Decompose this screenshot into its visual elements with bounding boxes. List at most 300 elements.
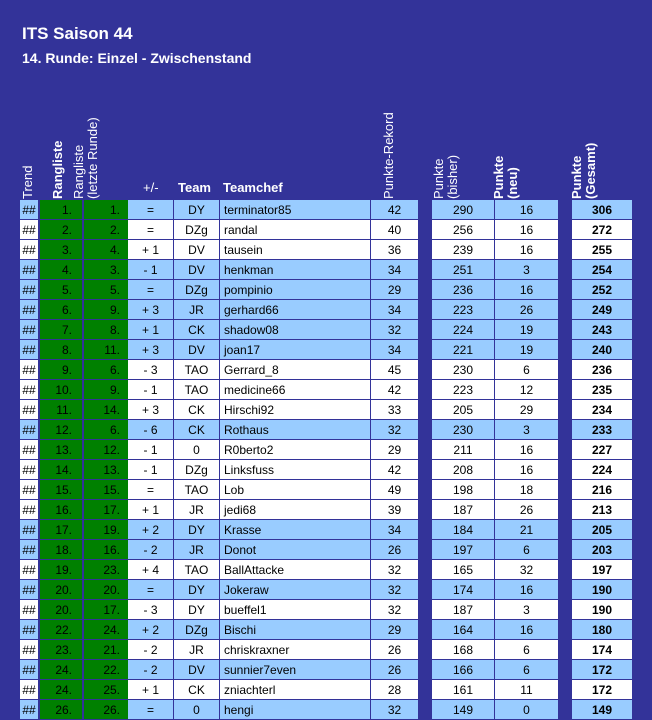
points-before-cell: 239 (432, 240, 494, 260)
change-cell: + 1 (128, 320, 173, 340)
header-teamchef: Teamchef (223, 180, 283, 195)
points-before-cell: 187 (432, 600, 494, 620)
header-bisher (432, 155, 460, 199)
teamchef-cell: henkman (219, 260, 370, 280)
teamchef-cell: shadow08 (219, 320, 370, 340)
team-cell: JR (173, 640, 219, 660)
team-cell: CK (173, 420, 219, 440)
points-total-cell: 174 (572, 640, 632, 660)
trend-cell: ## (20, 520, 38, 540)
points-new-cell: 6 (494, 540, 558, 560)
points-before-cell: 208 (432, 460, 494, 480)
rekord-cell: 32 (370, 580, 418, 600)
points-before-cell: 197 (432, 540, 494, 560)
team-cell: CK (173, 400, 219, 420)
change-cell: + 1 (128, 240, 173, 260)
trend-cell: ## (20, 620, 38, 640)
teamchef-cell: R0berto2 (219, 440, 370, 460)
team-cell: 0 (173, 440, 219, 460)
points-total-cell: 216 (572, 480, 632, 500)
rank-cell: 12. (40, 420, 82, 440)
team-cell: TAO (173, 480, 219, 500)
team-cell: DV (173, 340, 219, 360)
change-cell: - 1 (128, 380, 173, 400)
rekord-cell: 49 (370, 480, 418, 500)
teamchef-cell: joan17 (219, 340, 370, 360)
points-new-cell: 16 (494, 220, 558, 240)
previous-rank-cell: 6. (84, 360, 128, 380)
points-total-cell: 252 (572, 280, 632, 300)
table-row (0, 420, 652, 440)
trend-cell: ## (20, 380, 38, 400)
header-neu-line2: (neu) (505, 167, 520, 199)
previous-rank-cell: 13. (84, 460, 128, 480)
points-total-cell: 224 (572, 460, 632, 480)
change-cell: = (128, 220, 173, 240)
points-new-cell: 16 (494, 240, 558, 260)
trend-cell: ## (20, 660, 38, 680)
table-row (0, 200, 652, 220)
table-row (0, 660, 652, 680)
team-cell: JR (173, 500, 219, 520)
points-before-cell: 230 (432, 360, 494, 380)
teamchef-cell: randal (219, 220, 370, 240)
team-cell: DZg (173, 620, 219, 640)
points-total-cell: 235 (572, 380, 632, 400)
teamchef-cell: Bischi (219, 620, 370, 640)
trend-cell: ## (20, 560, 38, 580)
points-total-cell: 213 (572, 500, 632, 520)
team-cell: DZg (173, 460, 219, 480)
table-row (0, 700, 652, 720)
rank-cell: 24. (40, 660, 82, 680)
trend-cell: ## (20, 640, 38, 660)
rank-cell: 9. (40, 360, 82, 380)
change-cell: - 1 (128, 440, 173, 460)
points-before-cell: 198 (432, 480, 494, 500)
trend-cell: ## (20, 280, 38, 300)
change-cell: = (128, 700, 173, 720)
teamchef-cell: Linksfuss (219, 460, 370, 480)
points-new-cell: 19 (494, 320, 558, 340)
previous-rank-cell: 15. (84, 480, 128, 500)
rekord-cell: 42 (370, 460, 418, 480)
teamchef-cell: Hirschi92 (219, 400, 370, 420)
table-row (0, 580, 652, 600)
points-new-cell: 32 (494, 560, 558, 580)
points-total-cell: 234 (572, 400, 632, 420)
table-row (0, 340, 652, 360)
rekord-cell: 34 (370, 260, 418, 280)
change-cell: - 2 (128, 540, 173, 560)
rank-cell: 7. (40, 320, 82, 340)
header-rangliste-letzte (72, 117, 100, 199)
table-row (0, 260, 652, 280)
points-before-cell: 149 (432, 700, 494, 720)
change-cell: + 1 (128, 500, 173, 520)
previous-rank-cell: 4. (84, 240, 128, 260)
rank-cell: 16. (40, 500, 82, 520)
points-new-cell: 21 (494, 520, 558, 540)
team-cell: DV (173, 260, 219, 280)
team-cell: JR (173, 300, 219, 320)
trend-cell: ## (20, 360, 38, 380)
team-cell: CK (173, 320, 219, 340)
rekord-cell: 29 (370, 620, 418, 640)
table-row (0, 320, 652, 340)
team-cell: DZg (173, 280, 219, 300)
change-cell: = (128, 280, 173, 300)
header-rekord: Punkte-Rekord (381, 112, 396, 199)
teamchef-cell: gerhard66 (219, 300, 370, 320)
table-row (0, 560, 652, 580)
change-cell: - 2 (128, 660, 173, 680)
points-total-cell: 254 (572, 260, 632, 280)
teamchef-cell: Jokeraw (219, 580, 370, 600)
points-before-cell: 230 (432, 420, 494, 440)
points-new-cell: 12 (494, 380, 558, 400)
team-cell: 0 (173, 700, 219, 720)
table-row (0, 460, 652, 480)
previous-rank-cell: 9. (84, 300, 128, 320)
header-bisher-line2: (bisher) (445, 154, 460, 199)
table-row (0, 520, 652, 540)
rekord-cell: 34 (370, 520, 418, 540)
previous-rank-cell: 16. (84, 540, 128, 560)
trend-cell: ## (20, 540, 38, 560)
previous-rank-cell: 24. (84, 620, 128, 640)
header-rangliste-letzte-line1: Rangliste (71, 144, 86, 199)
trend-cell: ## (20, 260, 38, 280)
change-cell: - 3 (128, 360, 173, 380)
previous-rank-cell: 8. (84, 320, 128, 340)
team-cell: DY (173, 520, 219, 540)
trend-cell: ## (20, 240, 38, 260)
points-total-cell: 240 (572, 340, 632, 360)
change-cell: + 3 (128, 340, 173, 360)
table-row (0, 440, 652, 460)
teamchef-cell: BallAttacke (219, 560, 370, 580)
points-new-cell: 16 (494, 460, 558, 480)
table-row (0, 380, 652, 400)
points-total-cell: 190 (572, 580, 632, 600)
table-row (0, 640, 652, 660)
points-total-cell: 227 (572, 440, 632, 460)
points-new-cell: 16 (494, 580, 558, 600)
points-total-cell: 236 (572, 360, 632, 380)
points-before-cell: 166 (432, 660, 494, 680)
points-before-cell: 236 (432, 280, 494, 300)
rekord-cell: 40 (370, 220, 418, 240)
page-title: ITS Saison 44 (22, 24, 133, 43)
header-plusminus: +/- (143, 180, 159, 195)
change-cell: + 3 (128, 400, 173, 420)
previous-rank-cell: 11. (84, 340, 128, 360)
points-new-cell: 29 (494, 400, 558, 420)
rekord-cell: 29 (370, 440, 418, 460)
header-neu (492, 156, 520, 199)
rank-cell: 10. (40, 380, 82, 400)
trend-cell: ## (20, 420, 38, 440)
team-cell: DY (173, 600, 219, 620)
teamchef-cell: sunnier7even (219, 660, 370, 680)
points-before-cell: 184 (432, 520, 494, 540)
previous-rank-cell: 14. (84, 400, 128, 420)
points-before-cell: 290 (432, 200, 494, 220)
points-new-cell: 3 (494, 600, 558, 620)
change-cell: = (128, 200, 173, 220)
points-total-cell: 197 (572, 560, 632, 580)
change-cell: + 2 (128, 620, 173, 640)
points-new-cell: 19 (494, 340, 558, 360)
trend-cell: ## (20, 200, 38, 220)
previous-rank-cell: 9. (84, 380, 128, 400)
rekord-cell: 26 (370, 640, 418, 660)
points-new-cell: 18 (494, 480, 558, 500)
points-before-cell: 187 (432, 500, 494, 520)
rekord-cell: 36 (370, 240, 418, 260)
previous-rank-cell: 17. (84, 500, 128, 520)
teamchef-cell: zniachterl (219, 680, 370, 700)
points-before-cell: 165 (432, 560, 494, 580)
points-new-cell: 6 (494, 360, 558, 380)
points-new-cell: 16 (494, 280, 558, 300)
teamchef-cell: medicine66 (219, 380, 370, 400)
previous-rank-cell: 22. (84, 660, 128, 680)
change-cell: = (128, 580, 173, 600)
rekord-cell: 32 (370, 560, 418, 580)
previous-rank-cell: 2. (84, 220, 128, 240)
rekord-cell: 34 (370, 340, 418, 360)
change-cell: = (128, 480, 173, 500)
rekord-cell: 29 (370, 280, 418, 300)
change-cell: + 4 (128, 560, 173, 580)
team-cell: TAO (173, 380, 219, 400)
header-rangliste-letzte-line2: (letzte Runde) (85, 117, 100, 199)
points-new-cell: 26 (494, 300, 558, 320)
previous-rank-cell: 5. (84, 280, 128, 300)
points-before-cell: 205 (432, 400, 494, 420)
teamchef-cell: bueffel1 (219, 600, 370, 620)
table-row (0, 220, 652, 240)
rank-cell: 24. (40, 680, 82, 700)
points-total-cell: 272 (572, 220, 632, 240)
points-new-cell: 16 (494, 620, 558, 640)
previous-rank-cell: 17. (84, 600, 128, 620)
points-total-cell: 190 (572, 600, 632, 620)
previous-rank-cell: 6. (84, 420, 128, 440)
points-before-cell: 221 (432, 340, 494, 360)
rank-cell: 22. (40, 620, 82, 640)
team-cell: DY (173, 200, 219, 220)
change-cell: - 1 (128, 260, 173, 280)
table-row (0, 620, 652, 640)
points-before-cell: 174 (432, 580, 494, 600)
team-cell: TAO (173, 560, 219, 580)
rank-cell: 13. (40, 440, 82, 460)
points-total-cell: 205 (572, 520, 632, 540)
team-cell: DZg (173, 220, 219, 240)
rank-cell: 17. (40, 520, 82, 540)
previous-rank-cell: 26. (84, 700, 128, 720)
table-row (0, 400, 652, 420)
teamchef-cell: pompinio (219, 280, 370, 300)
teamchef-cell: chriskraxner (219, 640, 370, 660)
previous-rank-cell: 20. (84, 580, 128, 600)
previous-rank-cell: 25. (84, 680, 128, 700)
teamchef-cell: hengi (219, 700, 370, 720)
table-row (0, 240, 652, 260)
rekord-cell: 32 (370, 420, 418, 440)
team-cell: DV (173, 660, 219, 680)
header-gesamt-line2: (Gesamt) (583, 142, 598, 199)
team-cell: JR (173, 540, 219, 560)
team-cell: CK (173, 680, 219, 700)
table-row (0, 600, 652, 620)
rekord-cell: 42 (370, 200, 418, 220)
points-before-cell: 251 (432, 260, 494, 280)
rank-cell: 18. (40, 540, 82, 560)
header-neu-line1: Punkte (491, 155, 506, 199)
points-new-cell: 3 (494, 260, 558, 280)
rank-cell: 5. (40, 280, 82, 300)
table-row (0, 680, 652, 700)
points-before-cell: 224 (432, 320, 494, 340)
points-new-cell: 0 (494, 700, 558, 720)
points-new-cell: 16 (494, 440, 558, 460)
change-cell: - 6 (128, 420, 173, 440)
points-total-cell: 149 (572, 700, 632, 720)
points-before-cell: 211 (432, 440, 494, 460)
rank-cell: 20. (40, 600, 82, 620)
teamchef-cell: terminator85 (219, 200, 370, 220)
team-cell: TAO (173, 360, 219, 380)
points-before-cell: 164 (432, 620, 494, 640)
points-total-cell: 243 (572, 320, 632, 340)
rekord-cell: 32 (370, 600, 418, 620)
previous-rank-cell: 3. (84, 260, 128, 280)
teamchef-cell: Lob (219, 480, 370, 500)
rekord-cell: 26 (370, 540, 418, 560)
rank-cell: 14. (40, 460, 82, 480)
rank-cell: 4. (40, 260, 82, 280)
trend-cell: ## (20, 600, 38, 620)
header-team: Team (178, 180, 211, 195)
table-row (0, 360, 652, 380)
previous-rank-cell: 21. (84, 640, 128, 660)
points-new-cell: 6 (494, 640, 558, 660)
table-row (0, 280, 652, 300)
change-cell: + 2 (128, 520, 173, 540)
trend-cell: ## (20, 480, 38, 500)
team-cell: DV (173, 240, 219, 260)
trend-cell: ## (20, 340, 38, 360)
header-trend: Trend (20, 165, 35, 199)
rekord-cell: 34 (370, 300, 418, 320)
rank-cell: 2. (40, 220, 82, 240)
rank-cell: 11. (40, 400, 82, 420)
points-new-cell: 6 (494, 660, 558, 680)
rank-cell: 23. (40, 640, 82, 660)
rekord-cell: 32 (370, 700, 418, 720)
points-before-cell: 223 (432, 380, 494, 400)
points-before-cell: 161 (432, 680, 494, 700)
table-row (0, 500, 652, 520)
trend-cell: ## (20, 680, 38, 700)
points-new-cell: 16 (494, 200, 558, 220)
points-total-cell: 255 (572, 240, 632, 260)
trend-cell: ## (20, 460, 38, 480)
trend-cell: ## (20, 700, 38, 720)
points-new-cell: 11 (494, 680, 558, 700)
trend-cell: ## (20, 500, 38, 520)
points-total-cell: 249 (572, 300, 632, 320)
teamchef-cell: jedi68 (219, 500, 370, 520)
page-subtitle: 14. Runde: Einzel - Zwischenstand (22, 50, 252, 66)
rekord-cell: 39 (370, 500, 418, 520)
points-total-cell: 172 (572, 660, 632, 680)
rekord-cell: 26 (370, 660, 418, 680)
trend-cell: ## (20, 400, 38, 420)
change-cell: + 3 (128, 300, 173, 320)
team-cell: DY (173, 580, 219, 600)
change-cell: - 3 (128, 600, 173, 620)
trend-cell: ## (20, 320, 38, 340)
header-rangliste: Rangliste (50, 140, 65, 199)
points-new-cell: 3 (494, 420, 558, 440)
table-row (0, 540, 652, 560)
change-cell: + 1 (128, 680, 173, 700)
change-cell: - 2 (128, 640, 173, 660)
table-row (0, 300, 652, 320)
rekord-cell: 28 (370, 680, 418, 700)
rank-cell: 19. (40, 560, 82, 580)
trend-cell: ## (20, 580, 38, 600)
teamchef-cell: Rothaus (219, 420, 370, 440)
rekord-cell: 33 (370, 400, 418, 420)
trend-cell: ## (20, 300, 38, 320)
rank-cell: 26. (40, 700, 82, 720)
rekord-cell: 42 (370, 380, 418, 400)
points-before-cell: 168 (432, 640, 494, 660)
points-total-cell: 233 (572, 420, 632, 440)
trend-cell: ## (20, 440, 38, 460)
change-cell: - 1 (128, 460, 173, 480)
rank-cell: 15. (40, 480, 82, 500)
header-gesamt (570, 143, 598, 199)
teamchef-cell: Krasse (219, 520, 370, 540)
previous-rank-cell: 12. (84, 440, 128, 460)
rank-cell: 3. (40, 240, 82, 260)
points-before-cell: 256 (432, 220, 494, 240)
previous-rank-cell: 1. (84, 200, 128, 220)
points-total-cell: 172 (572, 680, 632, 700)
header-bisher-line1: Punkte (431, 158, 446, 199)
points-before-cell: 223 (432, 300, 494, 320)
rekord-cell: 32 (370, 320, 418, 340)
points-total-cell: 203 (572, 540, 632, 560)
teamchef-cell: Gerrard_8 (219, 360, 370, 380)
rank-cell: 1. (40, 200, 82, 220)
points-new-cell: 26 (494, 500, 558, 520)
previous-rank-cell: 19. (84, 520, 128, 540)
previous-rank-cell: 23. (84, 560, 128, 580)
points-total-cell: 306 (572, 200, 632, 220)
teamchef-cell: tausein (219, 240, 370, 260)
rekord-cell: 45 (370, 360, 418, 380)
table-row (0, 480, 652, 500)
points-total-cell: 180 (572, 620, 632, 640)
